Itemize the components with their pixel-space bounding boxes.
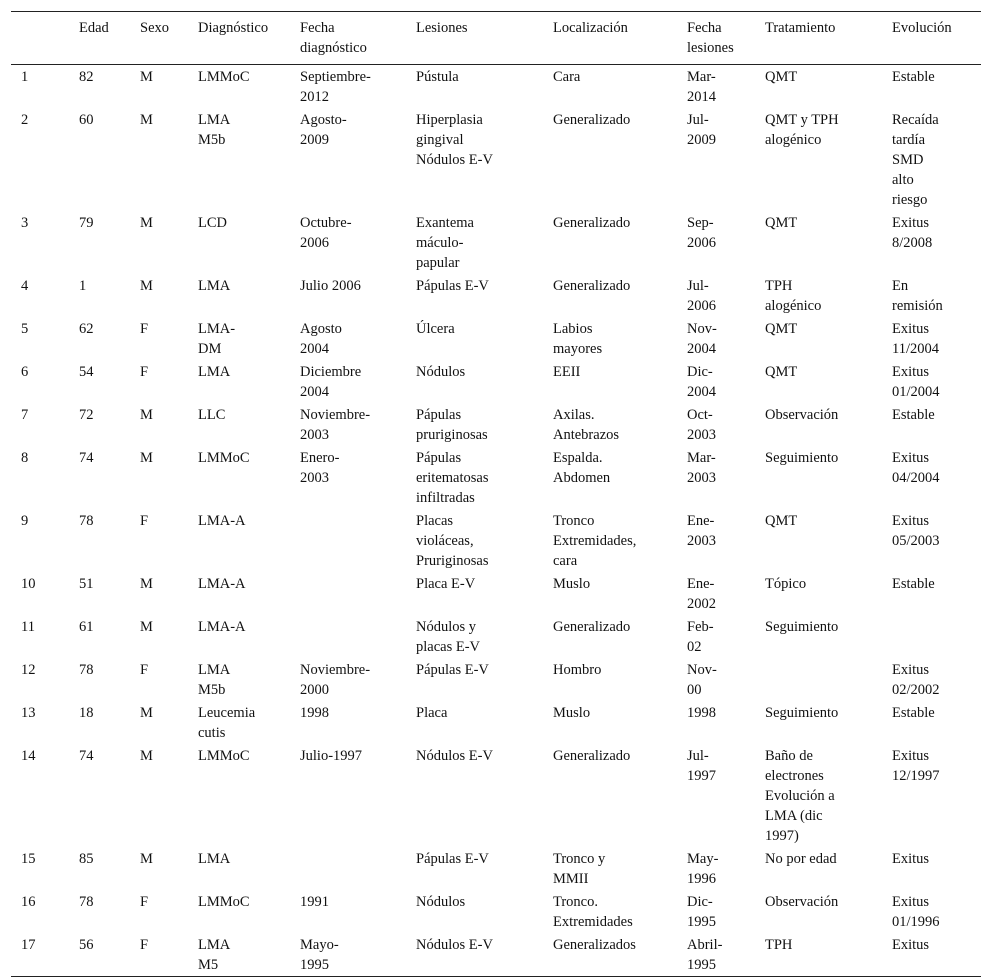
cell-localizacion: Muslo bbox=[553, 576, 591, 592]
cell-lesiones: Nódulos bbox=[416, 364, 466, 380]
cell-fecha-diagnostico: Mayo- 1995 bbox=[300, 933, 416, 977]
cell-fecha-lesiones: Nov- 2004 bbox=[687, 321, 717, 357]
table-row bbox=[11, 509, 981, 572]
cell-edad: 51 bbox=[79, 576, 94, 592]
col-header-fecha-lesiones: Fecha lesiones bbox=[687, 12, 765, 65]
cell-fecha-diagnostico: Noviembre- 2000 bbox=[300, 662, 371, 698]
cell-edad: 74 bbox=[79, 748, 94, 764]
patient-table bbox=[11, 11, 981, 977]
table-row bbox=[11, 108, 981, 211]
cell-fecha-diagnostico bbox=[300, 509, 416, 572]
cell-index: 16 bbox=[21, 894, 36, 910]
cell-fecha-diagnostico: 1998 bbox=[300, 705, 329, 721]
cell-edad: 78 bbox=[79, 513, 94, 529]
cell-edad: 60 bbox=[79, 112, 94, 128]
col-header-localizacion: Localización bbox=[553, 12, 687, 65]
cell-localizacion: Generalizado bbox=[553, 112, 631, 128]
cell-diagnostico: LMA-A bbox=[198, 619, 246, 635]
cell-fecha-diagnostico: Noviembre- 2003 bbox=[300, 407, 371, 443]
cell-fecha-lesiones: Mar- 2003 bbox=[687, 450, 716, 486]
cell-diagnostico: LCD bbox=[198, 215, 227, 231]
cell-index: 14 bbox=[21, 748, 36, 764]
cell-localizacion: Espalda. Abdomen bbox=[553, 450, 611, 486]
cell-sexo: M bbox=[140, 278, 153, 294]
table-row bbox=[11, 65, 981, 109]
cell-tratamiento: Baño de electrones Evolución a LMA (dic 1997) bbox=[765, 748, 835, 844]
cell-localizacion: Tronco Extremidades, cara bbox=[553, 513, 637, 569]
cell-evolucion: Estable bbox=[892, 69, 935, 85]
cell-sexo: M bbox=[140, 69, 153, 85]
cell-sexo: M bbox=[140, 215, 153, 231]
cell-localizacion: EEII bbox=[553, 364, 581, 380]
cell-evolucion: Exitus bbox=[892, 933, 981, 977]
cell-edad: 72 bbox=[79, 407, 94, 423]
table-row bbox=[11, 360, 981, 403]
col-header-lesiones: Lesiones bbox=[416, 12, 553, 65]
table-row bbox=[11, 615, 981, 658]
cell-sexo: M bbox=[140, 748, 153, 764]
cell-lesiones: Hiperplasia gingival Nódulos E-V bbox=[416, 112, 493, 168]
cell-localizacion: Hombro bbox=[553, 662, 602, 678]
cell-index: 6 bbox=[21, 364, 29, 380]
cell-evolucion: En remisión bbox=[892, 278, 943, 314]
cell-fecha-lesiones: Ene- 2002 bbox=[687, 576, 716, 612]
cell-tratamiento: QMT y TPH alogénico bbox=[765, 112, 839, 148]
cell-tratamiento: Observación bbox=[765, 407, 839, 423]
cell-evolucion: Exitus 11/2004 bbox=[892, 321, 939, 357]
cell-localizacion: Generalizado bbox=[553, 748, 631, 764]
cell-evolucion: Exitus 04/2004 bbox=[892, 450, 940, 486]
cell-edad: 78 bbox=[79, 894, 94, 910]
cell-diagnostico: LMA-A bbox=[198, 576, 246, 592]
cell-fecha-lesiones: Jul- 2006 bbox=[687, 278, 716, 314]
cell-tratamiento: QMT bbox=[765, 364, 798, 380]
cell-sexo: F bbox=[140, 321, 149, 337]
cell-localizacion: Generalizado bbox=[553, 215, 631, 231]
cell-sexo: F bbox=[140, 364, 149, 380]
table-row bbox=[11, 933, 981, 977]
cell-tratamiento: QMT bbox=[765, 69, 798, 85]
cell-fecha-lesiones: Jul- 1997 bbox=[687, 748, 716, 784]
cell-evolucion: Exitus 02/2002 bbox=[892, 662, 940, 698]
cell-fecha-lesiones: Sep- 2006 bbox=[687, 215, 716, 251]
cell-diagnostico: LMMoC bbox=[198, 69, 250, 85]
cell-diagnostico: LMA M5b bbox=[198, 112, 231, 148]
cell-diagnostico: LMA- DM bbox=[198, 321, 236, 357]
cell-evolucion: Exitus 05/2003 bbox=[892, 513, 940, 549]
cell-lesiones: Nódulos E-V bbox=[416, 748, 493, 764]
cell-lesiones: Nódulos E-V bbox=[416, 933, 553, 977]
cell-fecha-lesiones: Feb- 02 bbox=[687, 619, 714, 655]
cell-edad: 74 bbox=[79, 450, 94, 466]
cell-index: 3 bbox=[21, 215, 29, 231]
cell-localizacion: Axilas. Antebrazos bbox=[553, 407, 620, 443]
cell-fecha-diagnostico: Julio 2006 bbox=[300, 278, 361, 294]
table-row bbox=[11, 274, 981, 317]
cell-edad: 56 bbox=[79, 933, 140, 977]
cell-tratamiento: TPH bbox=[765, 933, 892, 977]
cell-localizacion: Muslo bbox=[553, 705, 591, 721]
cell-fecha-lesiones: Jul- 2009 bbox=[687, 112, 716, 148]
cell-sexo: F bbox=[140, 662, 149, 678]
cell-lesiones: Pápulas eritematosas infiltradas bbox=[416, 450, 489, 506]
cell-tratamiento: Seguimiento bbox=[765, 619, 839, 635]
cell-evolucion: Exitus bbox=[892, 851, 930, 867]
cell-edad: 85 bbox=[79, 851, 94, 867]
cell-evolucion: Recaída tardía SMD alto riesgo bbox=[892, 112, 939, 208]
cell-fecha-diagnostico: Octubre- 2006 bbox=[300, 215, 352, 251]
cell-edad: 1 bbox=[79, 278, 87, 294]
table-header bbox=[11, 12, 981, 65]
cell-diagnostico: LMA bbox=[198, 364, 231, 380]
cell-sexo: M bbox=[140, 112, 153, 128]
cell-tratamiento: QMT bbox=[765, 321, 798, 337]
cell-fecha-diagnostico: Enero- 2003 bbox=[300, 450, 340, 486]
table-row bbox=[11, 701, 981, 744]
cell-index: 9 bbox=[21, 513, 29, 529]
cell-index: 1 bbox=[21, 69, 29, 85]
cell-localizacion: Labios mayores bbox=[553, 321, 603, 357]
cell-fecha-diagnostico: Diciembre 2004 bbox=[300, 364, 362, 400]
cell-tratamiento: Tópico bbox=[765, 576, 807, 592]
table-row bbox=[11, 658, 981, 701]
cell-tratamiento: TPH alogénico bbox=[765, 278, 822, 314]
cell-fecha-diagnostico: Agosto 2004 bbox=[300, 321, 342, 357]
cell-evolucion: Estable bbox=[892, 407, 935, 423]
cell-tratamiento: No por edad bbox=[765, 851, 837, 867]
cell-index: 10 bbox=[21, 576, 36, 592]
table-row bbox=[11, 572, 981, 615]
cell-index: 2 bbox=[21, 112, 29, 128]
cell-lesiones: Pápulas E-V bbox=[416, 851, 489, 867]
patient-table-container bbox=[11, 11, 981, 977]
cell-tratamiento: Seguimiento bbox=[765, 705, 839, 721]
cell-fecha-lesiones: Ene- 2003 bbox=[687, 513, 716, 549]
cell-fecha-lesiones: Abril- 1995 bbox=[687, 933, 765, 977]
cell-edad: 54 bbox=[79, 364, 94, 380]
cell-edad: 82 bbox=[79, 69, 94, 85]
cell-sexo: M bbox=[140, 619, 153, 635]
cell-sexo: M bbox=[140, 407, 153, 423]
table-row bbox=[11, 446, 981, 509]
cell-index: 11 bbox=[21, 619, 35, 635]
cell-fecha-lesiones: Dic- 2004 bbox=[687, 364, 716, 400]
cell-localizacion: Tronco y MMII bbox=[553, 851, 606, 887]
cell-lesiones: Pápulas E-V bbox=[416, 662, 489, 678]
table-row bbox=[11, 403, 981, 446]
cell-localizacion: Tronco. Extremidades bbox=[553, 894, 633, 930]
cell-lesiones: Úlcera bbox=[416, 321, 455, 337]
cell-fecha-diagnostico bbox=[300, 615, 416, 658]
cell-diagnostico: LMA bbox=[198, 851, 231, 867]
cell-sexo: M bbox=[140, 450, 153, 466]
cell-edad: 79 bbox=[79, 215, 94, 231]
cell-diagnostico: Leucemia cutis bbox=[198, 705, 256, 741]
cell-index: 15 bbox=[21, 851, 36, 867]
header-row bbox=[11, 12, 981, 65]
cell-localizacion: Generalizados bbox=[553, 933, 687, 977]
cell-sexo: M bbox=[140, 576, 153, 592]
cell-diagnostico: LMMoC bbox=[198, 748, 250, 764]
cell-tratamiento: QMT bbox=[765, 513, 798, 529]
table-row bbox=[11, 211, 981, 274]
cell-tratamiento: Observación bbox=[765, 894, 839, 910]
cell-localizacion: Generalizado bbox=[553, 278, 631, 294]
cell-edad: 18 bbox=[79, 705, 94, 721]
cell-sexo: F bbox=[140, 933, 198, 977]
cell-fecha-lesiones: Dic- 1995 bbox=[687, 894, 716, 930]
cell-sexo: M bbox=[140, 705, 153, 721]
col-header-tratamiento: Tratamiento bbox=[765, 12, 892, 65]
col-header-evolucion: Evolución bbox=[892, 12, 981, 65]
table-row bbox=[11, 847, 981, 890]
cell-fecha-diagnostico: Agosto- 2009 bbox=[300, 112, 347, 148]
cell-fecha-diagnostico: Julio-1997 bbox=[300, 748, 363, 764]
cell-sexo: F bbox=[140, 894, 149, 910]
table-body bbox=[11, 65, 981, 977]
cell-tratamiento: Seguimiento bbox=[765, 450, 839, 466]
col-header-diagnostico: Diagnóstico bbox=[198, 12, 300, 65]
cell-fecha-lesiones: Nov- 00 bbox=[687, 662, 717, 698]
cell-evolucion: Exitus 8/2008 bbox=[892, 215, 933, 251]
col-header-sexo: Sexo bbox=[140, 12, 198, 65]
cell-evolucion: Estable bbox=[892, 705, 935, 721]
cell-index: 8 bbox=[21, 450, 29, 466]
cell-sexo: F bbox=[140, 513, 149, 529]
table-row bbox=[11, 744, 981, 847]
cell-fecha-diagnostico: Septiembre- 2012 bbox=[300, 69, 371, 105]
cell-index: 4 bbox=[21, 278, 29, 294]
cell-edad: 62 bbox=[79, 321, 94, 337]
cell-edad: 61 bbox=[79, 619, 94, 635]
cell-fecha-lesiones: Oct- 2003 bbox=[687, 407, 716, 443]
cell-fecha-diagnostico bbox=[300, 847, 416, 890]
cell-fecha-diagnostico bbox=[300, 572, 416, 615]
cell-fecha-lesiones: 1998 bbox=[687, 705, 716, 721]
col-header-edad: Edad bbox=[79, 12, 140, 65]
cell-diagnostico: LMMoC bbox=[198, 450, 250, 466]
cell-evolucion: Estable bbox=[892, 576, 935, 592]
cell-fecha-lesiones: May- 1996 bbox=[687, 851, 719, 887]
cell-index: 13 bbox=[21, 705, 36, 721]
cell-diagnostico: LMMoC bbox=[198, 894, 250, 910]
cell-diagnostico: LMA-A bbox=[198, 513, 246, 529]
cell-lesiones: Placa bbox=[416, 705, 448, 721]
cell-tratamiento: QMT bbox=[765, 215, 798, 231]
cell-edad: 78 bbox=[79, 662, 94, 678]
cell-lesiones: Placas violáceas, Pruriginosas bbox=[416, 513, 489, 569]
cell-lesiones: Pústula bbox=[416, 69, 459, 85]
cell-lesiones: Exantema máculo- papular bbox=[416, 215, 474, 271]
cell-sexo: M bbox=[140, 851, 153, 867]
cell-evolucion: Exitus 12/1997 bbox=[892, 748, 940, 784]
cell-localizacion: Generalizado bbox=[553, 619, 631, 635]
cell-diagnostico: LMA M5b bbox=[198, 662, 231, 698]
cell-index: 12 bbox=[21, 662, 36, 678]
cell-evolucion: Exitus 01/1996 bbox=[892, 894, 940, 930]
cell-index: 17 bbox=[11, 933, 79, 977]
cell-diagnostico: LMA M5 bbox=[198, 933, 300, 977]
cell-tratamiento bbox=[765, 658, 892, 701]
cell-lesiones: Pápulas E-V bbox=[416, 278, 489, 294]
cell-lesiones: Nódulos y placas E-V bbox=[416, 619, 481, 655]
cell-lesiones: Placa E-V bbox=[416, 576, 476, 592]
cell-fecha-diagnostico: 1991 bbox=[300, 894, 329, 910]
table-row bbox=[11, 317, 981, 360]
cell-diagnostico: LLC bbox=[198, 407, 226, 423]
table-row bbox=[11, 890, 981, 933]
cell-evolucion: Exitus 01/2004 bbox=[892, 364, 940, 400]
cell-index: 5 bbox=[21, 321, 29, 337]
cell-diagnostico: LMA bbox=[198, 278, 231, 294]
col-header-index bbox=[11, 12, 79, 65]
cell-localizacion: Cara bbox=[553, 69, 581, 85]
cell-evolucion bbox=[892, 615, 981, 658]
cell-lesiones: Nódulos bbox=[416, 894, 466, 910]
col-header-fecha-diagnostico: Fecha diagnóstico bbox=[300, 12, 416, 65]
cell-fecha-lesiones: Mar- 2014 bbox=[687, 69, 716, 105]
cell-lesiones: Pápulas pruriginosas bbox=[416, 407, 488, 443]
cell-index: 7 bbox=[21, 407, 29, 423]
